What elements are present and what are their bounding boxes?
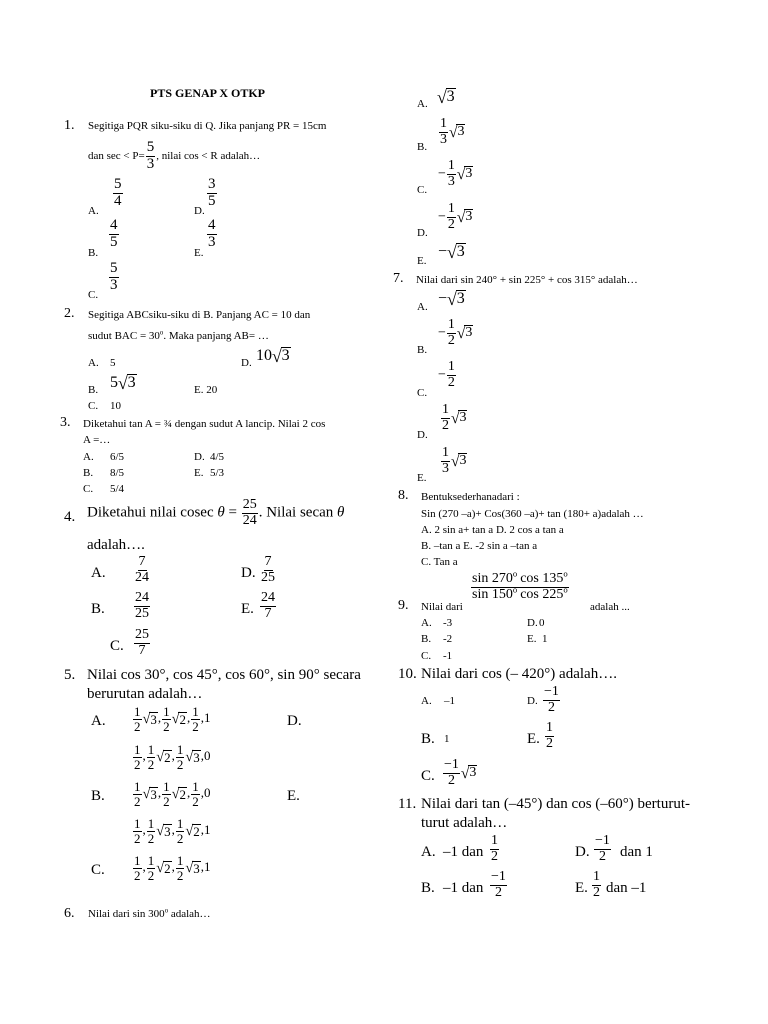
option-label: B. bbox=[91, 788, 105, 804]
question-text: sudut BAC = $30^o$. Maka panjang AB= … bbox=[88, 329, 269, 342]
option-value: -1 bbox=[443, 650, 453, 662]
question-text: Nilai cos 30°, cos 45°, cos 60°, sin 90° secara bbox=[87, 667, 361, 683]
question-text: Nilai dari bbox=[421, 601, 463, 613]
option-label: A. bbox=[88, 205, 99, 217]
option-value: –1 bbox=[444, 695, 455, 707]
option-fraction: $\frac{7}{24}$ bbox=[135, 554, 149, 585]
option-label: B. bbox=[91, 601, 105, 617]
option-label: B. bbox=[421, 880, 435, 896]
option-label: D. bbox=[194, 205, 205, 217]
option-value: 6/5 bbox=[110, 451, 125, 463]
option-label: E. bbox=[287, 788, 300, 804]
option-label: E. bbox=[527, 731, 540, 747]
option-expression: $\frac{1}{3}$ √ 3 bbox=[442, 445, 467, 476]
option-radical: √ 3 bbox=[437, 86, 455, 107]
option-label: B. bbox=[83, 467, 94, 479]
option-radical: − √ 3 bbox=[438, 288, 465, 309]
option-label: B. bbox=[421, 633, 432, 645]
option-text: dan 1 bbox=[620, 844, 653, 860]
option-fraction: $\frac{5}{4}$ bbox=[114, 176, 122, 209]
question-text: adalah ... bbox=[590, 601, 630, 613]
option-label: D. bbox=[417, 429, 428, 441]
option-label: A. bbox=[88, 357, 99, 369]
option-label: B. bbox=[88, 247, 99, 259]
option-label: A. bbox=[421, 844, 436, 860]
option-value: 10 bbox=[110, 400, 121, 412]
option-fraction: $\frac{24}{25}$ bbox=[135, 590, 149, 621]
option-label: C. bbox=[91, 862, 105, 878]
option-value: -2 bbox=[443, 633, 453, 645]
option-text: –1 dan bbox=[443, 844, 484, 860]
option-label: D. bbox=[241, 357, 252, 369]
option-label: B. bbox=[417, 344, 428, 356]
option-label: A. bbox=[417, 301, 428, 313]
option-label: E. bbox=[575, 880, 588, 896]
question-number: 3. bbox=[60, 415, 71, 430]
option-label: B. bbox=[421, 731, 435, 747]
option-fraction: $\frac{7}{25}$ bbox=[261, 554, 275, 585]
option-value: -3 bbox=[443, 617, 453, 629]
option-fraction: $\frac{-1}{2}$ bbox=[544, 684, 559, 715]
question-text: Diketahui tan A = ¾ dengan sudut A lancip. Nilai 2 cos bbox=[83, 418, 326, 430]
option-value: 1 bbox=[542, 633, 548, 645]
question-text: dan sec < P= $\frac{5}{3}$ , nilai cos < R adalah… bbox=[88, 139, 261, 172]
option-label: E. bbox=[417, 472, 427, 484]
option-label: D. bbox=[194, 451, 205, 463]
option-row: C. Tan a bbox=[421, 556, 458, 568]
option-row: A. 2 sin a+ tan a D. 2 cos a tan a bbox=[421, 524, 564, 536]
option-expression: − $\frac{1}{2}$ √ 3 bbox=[438, 201, 473, 232]
question-text: adalah…. bbox=[87, 537, 145, 553]
option-expression: − $\frac{1}{2}$ √ 3 bbox=[438, 317, 473, 348]
question-text: Nilai dari sin 240° + sin 225° + cos 315° adalah… bbox=[416, 274, 638, 286]
option-expression: − $\frac{1}{2}$ bbox=[438, 359, 455, 390]
question-text: berurutan adalah… bbox=[87, 686, 203, 702]
option-value: 5 bbox=[110, 357, 116, 369]
question-number: 1. bbox=[64, 118, 75, 133]
option-fraction: $\frac{25}{7}$ bbox=[135, 627, 149, 658]
option-fraction: $\frac{3}{5}$ bbox=[208, 176, 216, 209]
question-text: A =… bbox=[83, 434, 111, 446]
question-number: 9. bbox=[398, 598, 409, 613]
option-label: C. bbox=[417, 387, 428, 399]
option-text: E. 20 bbox=[194, 384, 218, 396]
question-text: Segitiga ABCsiku-siku di B. Panjang AC = 10 dan bbox=[88, 309, 311, 321]
option-label: A. bbox=[417, 98, 428, 110]
option-value: 5/3 bbox=[210, 467, 225, 479]
question-text: Diketahui nilai cosec θ = $\frac{25}{24}$ . Nilai secan θ bbox=[87, 497, 345, 528]
option-label: C. bbox=[110, 638, 124, 654]
option-label: E. bbox=[241, 601, 254, 617]
option-text: dan –1 bbox=[606, 880, 647, 896]
option-value: 4/5 bbox=[210, 451, 225, 463]
option-label: A. bbox=[83, 451, 94, 463]
option-fraction: $\frac{1}{2}$ bbox=[593, 869, 600, 900]
option-expression: $\frac{-1}{2}$ √ 3 bbox=[444, 757, 477, 788]
option-fraction: $\frac{1}{2}$ bbox=[546, 720, 553, 751]
question-number: 2. bbox=[64, 306, 75, 321]
option-label: C. bbox=[88, 289, 99, 301]
option-fraction: $\frac{5}{3}$ bbox=[110, 260, 118, 293]
option-label: A. bbox=[421, 695, 432, 707]
option-label: B. bbox=[88, 384, 99, 396]
option-label: A. bbox=[421, 617, 432, 629]
option-value: 0 bbox=[539, 617, 545, 629]
option-label: C. bbox=[83, 483, 94, 495]
option-fraction: $\frac{4}{3}$ bbox=[208, 217, 216, 250]
option-radical: 5 √ 3 bbox=[110, 372, 136, 393]
question-number: 5. bbox=[64, 667, 76, 683]
option-label: D. bbox=[417, 227, 428, 239]
question-fraction: $\frac{\sin 270^o \cos 135^o}{\sin 150^o \cos 225^o}$ bbox=[472, 568, 568, 602]
option-label: C. bbox=[421, 768, 435, 784]
question-number: 11. bbox=[398, 796, 417, 812]
option-expression: $\frac{1}{2}$ √ 3 , $\frac{1}{2}$ √ 2 , $\frac{1}{2}$ ,1 bbox=[134, 704, 211, 734]
option-label: B. bbox=[417, 141, 428, 153]
option-value: 5/4 bbox=[110, 483, 125, 495]
option-label: D. bbox=[241, 565, 256, 581]
option-expression: $\frac{1}{2}$ , $\frac{1}{2}$ √ 2 , $\frac{1}{2}$ √ 3 ,0 bbox=[134, 742, 211, 772]
option-expression: − $\frac{1}{3}$ √ 3 bbox=[438, 158, 473, 189]
question-number: 10. bbox=[398, 666, 417, 682]
option-value: 8/5 bbox=[110, 467, 125, 479]
page-title: PTS GENAP X OTKP bbox=[150, 86, 266, 100]
option-label: E. bbox=[417, 255, 427, 267]
option-label: E. bbox=[194, 467, 204, 479]
option-label: D. bbox=[527, 617, 538, 629]
question-number: 7. bbox=[393, 271, 404, 286]
option-label: C. bbox=[417, 184, 428, 196]
option-fraction: $\frac{4}{5}$ bbox=[110, 217, 118, 250]
option-label: D. bbox=[527, 695, 538, 707]
option-label: D. bbox=[575, 844, 590, 860]
option-value: 1 bbox=[444, 733, 450, 745]
option-expression: $\frac{1}{2}$ , $\frac{1}{2}$ √ 2 , $\frac{1}{2}$ √ 3 ,1 bbox=[134, 853, 211, 883]
option-radical: − √ 3 bbox=[438, 241, 465, 262]
option-label: E. bbox=[527, 633, 537, 645]
question-text: Nilai dari tan (–45°) dan cos (–60°) berturut- bbox=[421, 796, 690, 812]
question-number: 4. bbox=[64, 509, 76, 525]
option-label: D. bbox=[287, 713, 302, 729]
question-text: Segitiga PQR siku-siku di Q. Jika panjang PR = 15cm bbox=[88, 120, 327, 132]
option-fraction: $\frac{-1}{2}$ bbox=[595, 833, 610, 864]
option-expression: $\frac{1}{2}$ √ 3 bbox=[442, 402, 467, 433]
option-expression: $\frac{1}{3}$ √ 3 bbox=[440, 116, 465, 147]
option-fraction: $\frac{24}{7}$ bbox=[261, 590, 275, 621]
option-label: A. bbox=[91, 713, 106, 729]
question-number: 8. bbox=[398, 488, 409, 503]
option-fraction: $\frac{1}{2}$ bbox=[491, 833, 498, 864]
option-expression: $\frac{1}{2}$ , $\frac{1}{2}$ √ 3 , $\frac{1}{2}$ √ 2 ,1 bbox=[134, 816, 211, 846]
option-fraction: $\frac{-1}{2}$ bbox=[491, 869, 506, 900]
option-radical: 10 √ 3 bbox=[256, 345, 290, 366]
question-text: Bentuksederhanadari : bbox=[421, 491, 520, 503]
option-label: C. bbox=[88, 400, 99, 412]
option-text: –1 dan bbox=[443, 880, 484, 896]
question-text: Sin (270 –a)+ Cos(360 –a)+ tan (180+ a)adalah … bbox=[421, 508, 644, 520]
option-label: A. bbox=[91, 565, 106, 581]
option-expression: $\frac{1}{2}$ √ 3 , $\frac{1}{2}$ √ 2 , $\frac{1}{2}$ ,0 bbox=[134, 779, 211, 809]
question-text: turut adalah… bbox=[421, 815, 508, 831]
option-label: C. bbox=[421, 650, 432, 662]
question-number: 6. bbox=[64, 906, 75, 921]
option-label: E. bbox=[194, 247, 204, 259]
option-row: B. –tan a E. -2 sin a –tan a bbox=[421, 540, 538, 552]
question-text: Nilai dari sin 300$^o$ adalah… bbox=[88, 907, 211, 920]
question-text: Nilai dari cos (– 420°) adalah…. bbox=[421, 666, 617, 682]
